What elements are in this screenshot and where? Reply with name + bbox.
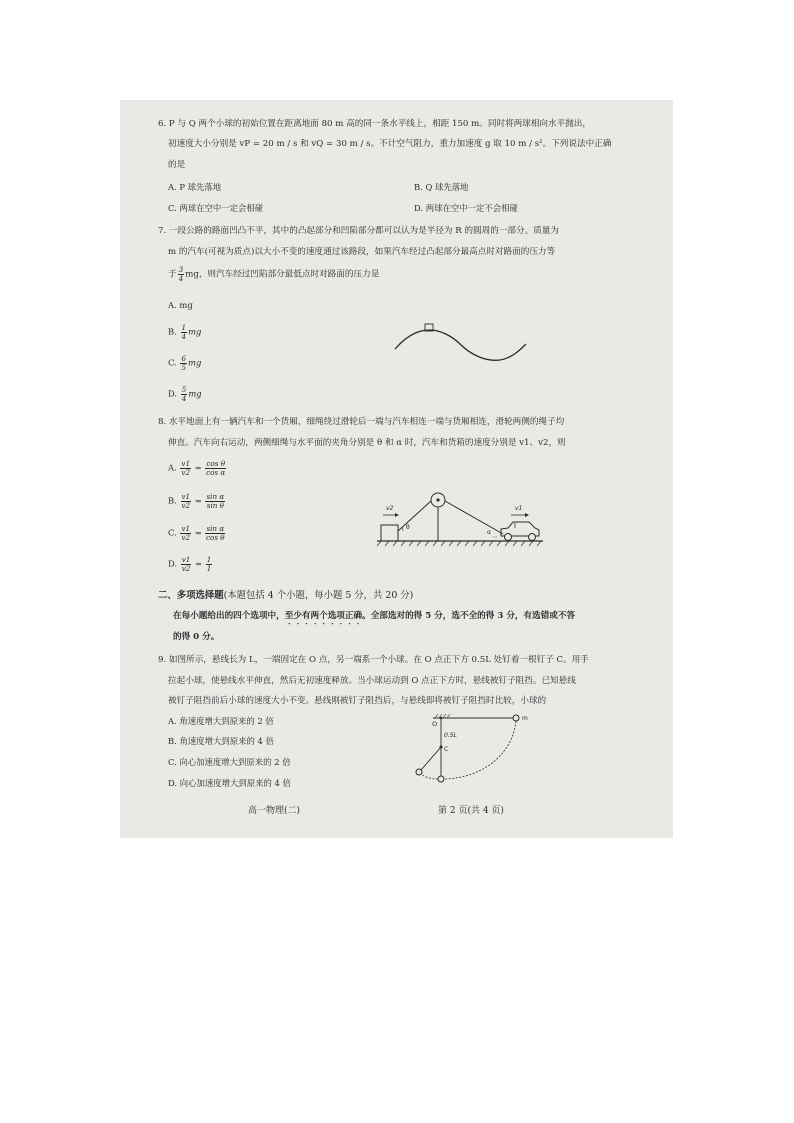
q7-d-unit: mg: [188, 388, 202, 399]
q7-c-unit: mg: [188, 357, 202, 368]
q6-option-d: D. 两球在空中一定不会相碰: [414, 203, 518, 213]
section2-heading: [158, 590, 413, 602]
q9-option-a: A. 角速度增大到原来的 2 倍: [168, 716, 274, 726]
q8-b-lnum: v1: [181, 492, 191, 501]
q7-b-unit: mg: [188, 326, 202, 337]
q8-d-lfrac: [181, 556, 192, 572]
q8-a-rfrac: [205, 460, 226, 476]
q8-a-lnum: v1: [181, 459, 191, 468]
q7-c-frac: [180, 355, 187, 371]
q8-c-rden: cos θ: [205, 532, 225, 542]
section2-instructions: [173, 611, 575, 626]
q7-fraction: [178, 266, 185, 282]
q8-line2: 伸直。汽车向右运动，两侧细绳与水平面的夹角分别是 θ 和 α 时，汽车和货箱的速度分别是 v1、v2，则: [168, 438, 566, 448]
q9-pendulum-figure: [405, 712, 540, 787]
q8-line1: 8. 水平地面上有一辆汽车和一个货厢，细绳绕过滑轮后一端与汽车相连一端与货厢相连，滑轮两侧的绳子均: [158, 417, 565, 427]
q9-option-c: C. 向心加速度增大到原来的 2 倍: [168, 757, 291, 767]
small-arc-path: [421, 774, 438, 779]
q8-d-lnum: v1: [181, 555, 191, 564]
instr-suffix: 。全部选对的得 5 分，选不全的得 3 分，有选错或不答: [362, 611, 576, 621]
rope-left: [398, 501, 431, 531]
q7-line3: [168, 266, 379, 282]
q7-line1: 7. 一段公路的路面凹凸不平，其中的凸起部分和凹陷部分都可以认为是半径为 R 的圆周的一部分。质量为: [158, 226, 559, 236]
q7-b-num: 1: [181, 323, 187, 332]
q9-line3: 被钉子阻挡前后小球的速度大小不变。悬线刚被钉子阻挡后，与悬线即将被钉子阻挡时比较，小球的: [168, 696, 547, 706]
q9-option-d: D. 向心加速度增大到原来的 4 倍: [168, 778, 291, 788]
q7-line3-prefix: 于: [168, 269, 177, 280]
q7-option-a: A. mg: [168, 300, 193, 310]
q7-b-frac: [181, 324, 188, 340]
q7-c-num: 6: [181, 354, 187, 363]
string-short: [421, 747, 441, 770]
q8-a-lfrac: [180, 460, 191, 476]
v2-arrowhead: [395, 513, 399, 517]
q8-d-rden: 1: [206, 563, 212, 573]
q8-option-a: A. $\frac{v1}{v2}$ = $\frac{\text{cos θ}}{\text{cos α}}$: [168, 459, 226, 477]
q7-fraction-den: 4: [178, 273, 184, 283]
q8-a-lden: v2: [181, 467, 191, 477]
q6-option-c: C. 两球在空中一定会相碰: [168, 203, 264, 213]
q9-line2: 拉起小球，使悬线水平伸直，然后无初速度释放。当小球运动到 O 点正下方时，悬线被钉子阻挡。已知悬线: [168, 676, 576, 686]
q8-a-rnum: cos θ: [206, 459, 226, 468]
rope-right: [445, 501, 503, 534]
cargo-box: [381, 525, 398, 541]
theta-label: θ: [406, 524, 410, 531]
q8-c-rnum: sin α: [206, 524, 225, 533]
q8-pulley-figure: [375, 488, 545, 548]
q7-c-den: 5: [181, 362, 187, 372]
q7-b-label: B.: [168, 326, 177, 337]
q8-a-label: A.: [168, 462, 177, 473]
q8-option-c: C. $\frac{v1}{v2}$ = $\frac{\text{sin α}}{\text{cos θ}}$: [168, 524, 225, 542]
q6-option-b: B. Q 球先落地: [414, 182, 469, 192]
pulley-axle: [436, 498, 439, 501]
q8-d-label: D.: [168, 558, 178, 569]
q8-b-lfrac: [181, 493, 192, 509]
q7-b-den: 4: [181, 331, 187, 341]
v2-label: v2: [386, 505, 394, 512]
q7-option-d: [168, 386, 202, 402]
q8-b-rnum: sin α: [206, 492, 225, 501]
q8-option-b: B. $\frac{v1}{v2}$ = $\frac{\text{sin α}}{\text{sin θ}}$: [168, 492, 225, 510]
q9-option-b: B. 角速度增大到原来的 4 倍: [168, 736, 274, 746]
q8-d-rfrac: [206, 556, 213, 572]
label-c: C: [444, 746, 449, 753]
label-half-l: 0.5L: [444, 732, 457, 739]
q7-d-num: 5: [181, 385, 187, 394]
label-m: m: [522, 715, 528, 722]
q8-c-lnum: v1: [181, 524, 191, 533]
v1-arrowhead: [525, 513, 529, 517]
theta-arc: [402, 527, 403, 531]
q7-c-label: C.: [168, 357, 177, 368]
q6-line2: 初速度大小分别是 vP = 20 m / s 和 vQ = 30 m / s。不计空气阻力，重力加速度 g 取 10 m / s²。下列说法中正确: [168, 139, 612, 149]
alpha-label: α: [487, 529, 491, 536]
q7-line3-suffix: mg，则汽车经过凹陷部分最低点时对路面的压力是: [185, 269, 380, 280]
q8-c-lfrac: [180, 525, 191, 541]
footer-page-number: 第 2 页(共 4 页): [438, 806, 504, 816]
q7-option-c: [168, 355, 201, 371]
label-o: O: [432, 720, 438, 728]
q7-line2: m 的汽车(可视为质点)以大小不变的速度通过该路段，如果汽车经过凸起部分最高点时对路面的压力等: [168, 247, 556, 257]
instr-emphasis: 至少有两个选项正确: [284, 611, 363, 621]
q6-option-a: A. P 球先落地: [168, 182, 222, 192]
q8-c-label: C.: [168, 527, 177, 538]
road-curve: [395, 330, 526, 360]
q8-b-lden: v2: [181, 500, 191, 510]
section2-title: 二、多项选择题: [158, 590, 224, 601]
q8-b-rden: sin θ: [206, 500, 224, 510]
q7-d-label: D.: [168, 388, 178, 399]
q7-d-den: 4: [181, 393, 187, 403]
q8-d-rnum: 1: [206, 555, 212, 564]
q6-line3: 的是: [168, 160, 186, 170]
q7-road-figure: [390, 322, 530, 367]
car-icon: [501, 522, 539, 541]
q7-option-b: [168, 324, 201, 340]
instr-prefix: 在每小题给出的四个选项中，: [173, 611, 285, 621]
q8-c-lden: v2: [181, 532, 191, 542]
q8-a-rden: cos α: [206, 467, 226, 477]
footer-subject: 高一物理(二): [248, 806, 301, 816]
q8-d-lden: v2: [181, 563, 191, 573]
q8-b-rfrac: [205, 493, 225, 509]
q8-c-rfrac: [205, 525, 225, 541]
v1-label: v1: [515, 505, 523, 512]
q8-b-label: B.: [168, 495, 177, 506]
exam-page: [120, 100, 673, 838]
ball-start: [513, 715, 519, 721]
q9-line1: 9. 如图所示，悬线长为 L，一端固定在 O 点，另一端系一个小球。在 O 点正下方 0.5L 处钉着一根钉子 C。用手: [158, 655, 589, 665]
section2-note: (本题包括 4 个小题，每小题 5 分，共 20 分): [223, 590, 414, 601]
q7-d-frac: [181, 386, 188, 402]
ground-hatch: [377, 541, 541, 546]
ceiling-hatch: [435, 714, 450, 718]
q7-fraction-num: 3: [178, 265, 184, 274]
large-arc-path: [444, 721, 516, 779]
q6-line1: 6. P 与 Q 两个小球的初始位置在距离地面 80 m 高的同一条水平线上，相距 150 m。同时将两球相向水平抛出，: [158, 119, 592, 129]
q8-option-d: D. $\frac{v1}{v2}$ = $\frac{1}{1}$: [168, 555, 212, 573]
ball-bottom: [438, 776, 444, 782]
section2-instructions-line2: 的得 0 分。: [173, 632, 220, 642]
